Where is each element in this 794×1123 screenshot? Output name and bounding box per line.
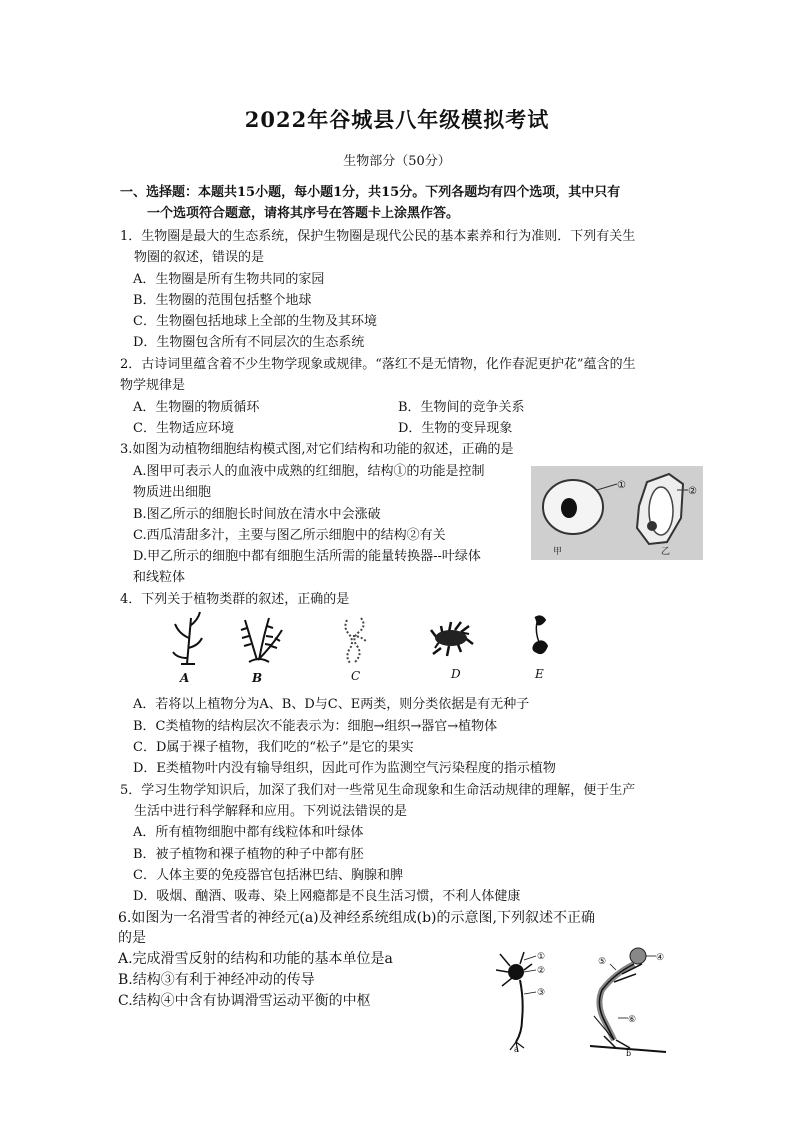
q4-stem: 4．下列关于植物类群的叙述，正确的是	[120, 592, 350, 607]
q2-stem-line1: 2．古诗词里蕴含着不少生物学现象或规律。“落红不是无情物，化作春泥更护花”蕴含的生	[120, 357, 636, 372]
plant-types-figure	[165, 608, 565, 688]
fig6-label-4: ④	[656, 953, 665, 963]
fig6-label-5: ⑤	[598, 957, 607, 967]
neuron-skier-figure	[490, 942, 680, 1058]
q1-option-d: D．生物圈包含所有不同层次的生态系统	[133, 335, 365, 350]
fig-label-jia: 甲	[553, 547, 563, 557]
q5-option-d: D．吸烟、酗酒、吸毒、染上网瘾都是不良生活习惯，不利人体健康	[133, 889, 521, 904]
fig-label-1: ①	[617, 480, 626, 491]
plant-c-illustration	[345, 618, 367, 664]
q3-option-b: B.图乙所示的细胞长时间放在清水中会涨破	[133, 507, 381, 522]
fig6-label-2: ②	[537, 966, 546, 976]
plant-label-a: A	[180, 671, 190, 685]
q5-option-b: B．被子植物和裸子植物的种子中都有胚	[133, 847, 364, 862]
q2-option-d: D．生物的变异现象	[398, 421, 513, 436]
fig6-label-6: ⑥	[628, 1015, 637, 1025]
exam-title: 2022年谷城县八年级模拟考试	[244, 107, 550, 132]
q4-option-a: A．若将以上植物分为A、B、D与C、E两类，则分类依据是有无种子	[133, 697, 530, 712]
fig6-caption-a: a	[514, 1045, 519, 1054]
q3-option-a-line2: 物质进出细胞	[133, 485, 212, 500]
fig6-label-3: ③	[537, 988, 546, 998]
animal-cell-nucleus	[561, 498, 577, 518]
fig6-caption-b: b	[626, 1049, 632, 1058]
plant-label-e: E	[535, 667, 544, 681]
fig-label-yi: 乙	[661, 547, 671, 557]
q2-option-c: C．生物适应环境	[133, 421, 234, 436]
q1-option-a: A．生物圈是所有生物共同的家园	[133, 272, 325, 287]
q3-option-d-line2: 和线粒体	[133, 570, 186, 585]
exam-subtitle: 生物部分（50分）	[343, 154, 451, 169]
q6-stem-line2: 的是	[118, 930, 146, 946]
q1-option-b: B．生物圈的范围包括整个地球	[133, 293, 312, 308]
q6-option-c: C.结构④中含有协调滑雪运动平衡的中枢	[118, 993, 371, 1009]
plant-d-illustration	[431, 622, 473, 656]
q4-option-b: B．C类植物的结构层次不能表示为：细胞→组织→器官→植物体	[133, 719, 498, 734]
q3-stem: 3.如图为动植物细胞结构模式图,对它们结构和功能的叙述，正确的是	[120, 442, 514, 457]
section-instruction-line2: 一个选项符合题意，请将其序号在答题卡上涂黑作答。	[147, 206, 460, 221]
q4-option-d: D．E类植物叶内没有输导组织，因此可作为监测空气污染程度的指示植物	[133, 761, 556, 776]
q3-option-d-line1: D.甲乙所示的细胞中都有细胞生活所需的能量转换器--叶绿体	[133, 549, 481, 564]
section-instruction-line1: 一、选择题：本题共15小题，每小题1分，共15分。下列各题均有四个选项，其中只有	[120, 185, 621, 200]
q1-stem-line1: 1．生物圈是最大的生态系统，保护生物圈是现代公民的基本素养和行为准则．下列有关生	[120, 229, 636, 244]
q5-option-a: A．所有植物细胞中都有线粒体和叶绿体	[133, 825, 364, 840]
plant-label-b: B	[252, 671, 263, 685]
neuron-illustration	[496, 952, 536, 1052]
q5-stem-line1: 5．学习生物学知识后，加深了我们对一些常见生命现象和生命活动规律的理解，便于生产	[120, 783, 636, 798]
q4-option-c: C．D属于裸子植物，我们吃的“松子”是它的果实	[133, 740, 414, 755]
fig-label-2: ②	[688, 486, 697, 497]
plant-cell-nucleus	[647, 521, 657, 531]
plant-a-illustration	[173, 612, 202, 664]
q2-option-b: B．生物间的竞争关系	[398, 400, 525, 415]
q5-stem-line2: 生活中进行科学解释和应用。下列说法错误的是	[134, 804, 408, 819]
q3-option-c: C.西瓜清甜多汁，主要与图乙所示细胞中的结构②有关	[133, 528, 446, 543]
q3-option-a-line1: A.图甲可表示人的血液中成熟的红细胞，结构①的功能是控制	[133, 464, 485, 479]
fig6-label-1: ①	[537, 952, 546, 962]
q2-option-a: A．生物圈的物质循环	[133, 400, 260, 415]
q6-stem-line1: 6.如图为一名滑雪者的神经元(a)及神经系统组成(b)的示意图,下列叙述不正确	[118, 910, 595, 926]
plant-label-c: C	[351, 669, 361, 683]
cell-diagram-figure	[531, 466, 703, 560]
q6-option-a: A.完成滑雪反射的结构和功能的基本单位是a	[118, 951, 393, 967]
q6-option-b: B.结构③有利于神经冲动的传导	[118, 972, 315, 988]
plant-label-d: D	[451, 667, 461, 681]
q1-option-c: C．生物圈包括地球上全部的生物及其环境	[133, 314, 377, 329]
plant-e-illustration	[533, 616, 547, 653]
plant-b-illustration	[241, 618, 282, 662]
q5-option-c: C．人体主要的免疫器官包括淋巴结、胸腺和脾	[133, 868, 403, 883]
q2-stem-line2: 物学规律是	[120, 378, 186, 393]
q1-stem-line2: 物圈的叙述，错误的是	[134, 250, 265, 265]
